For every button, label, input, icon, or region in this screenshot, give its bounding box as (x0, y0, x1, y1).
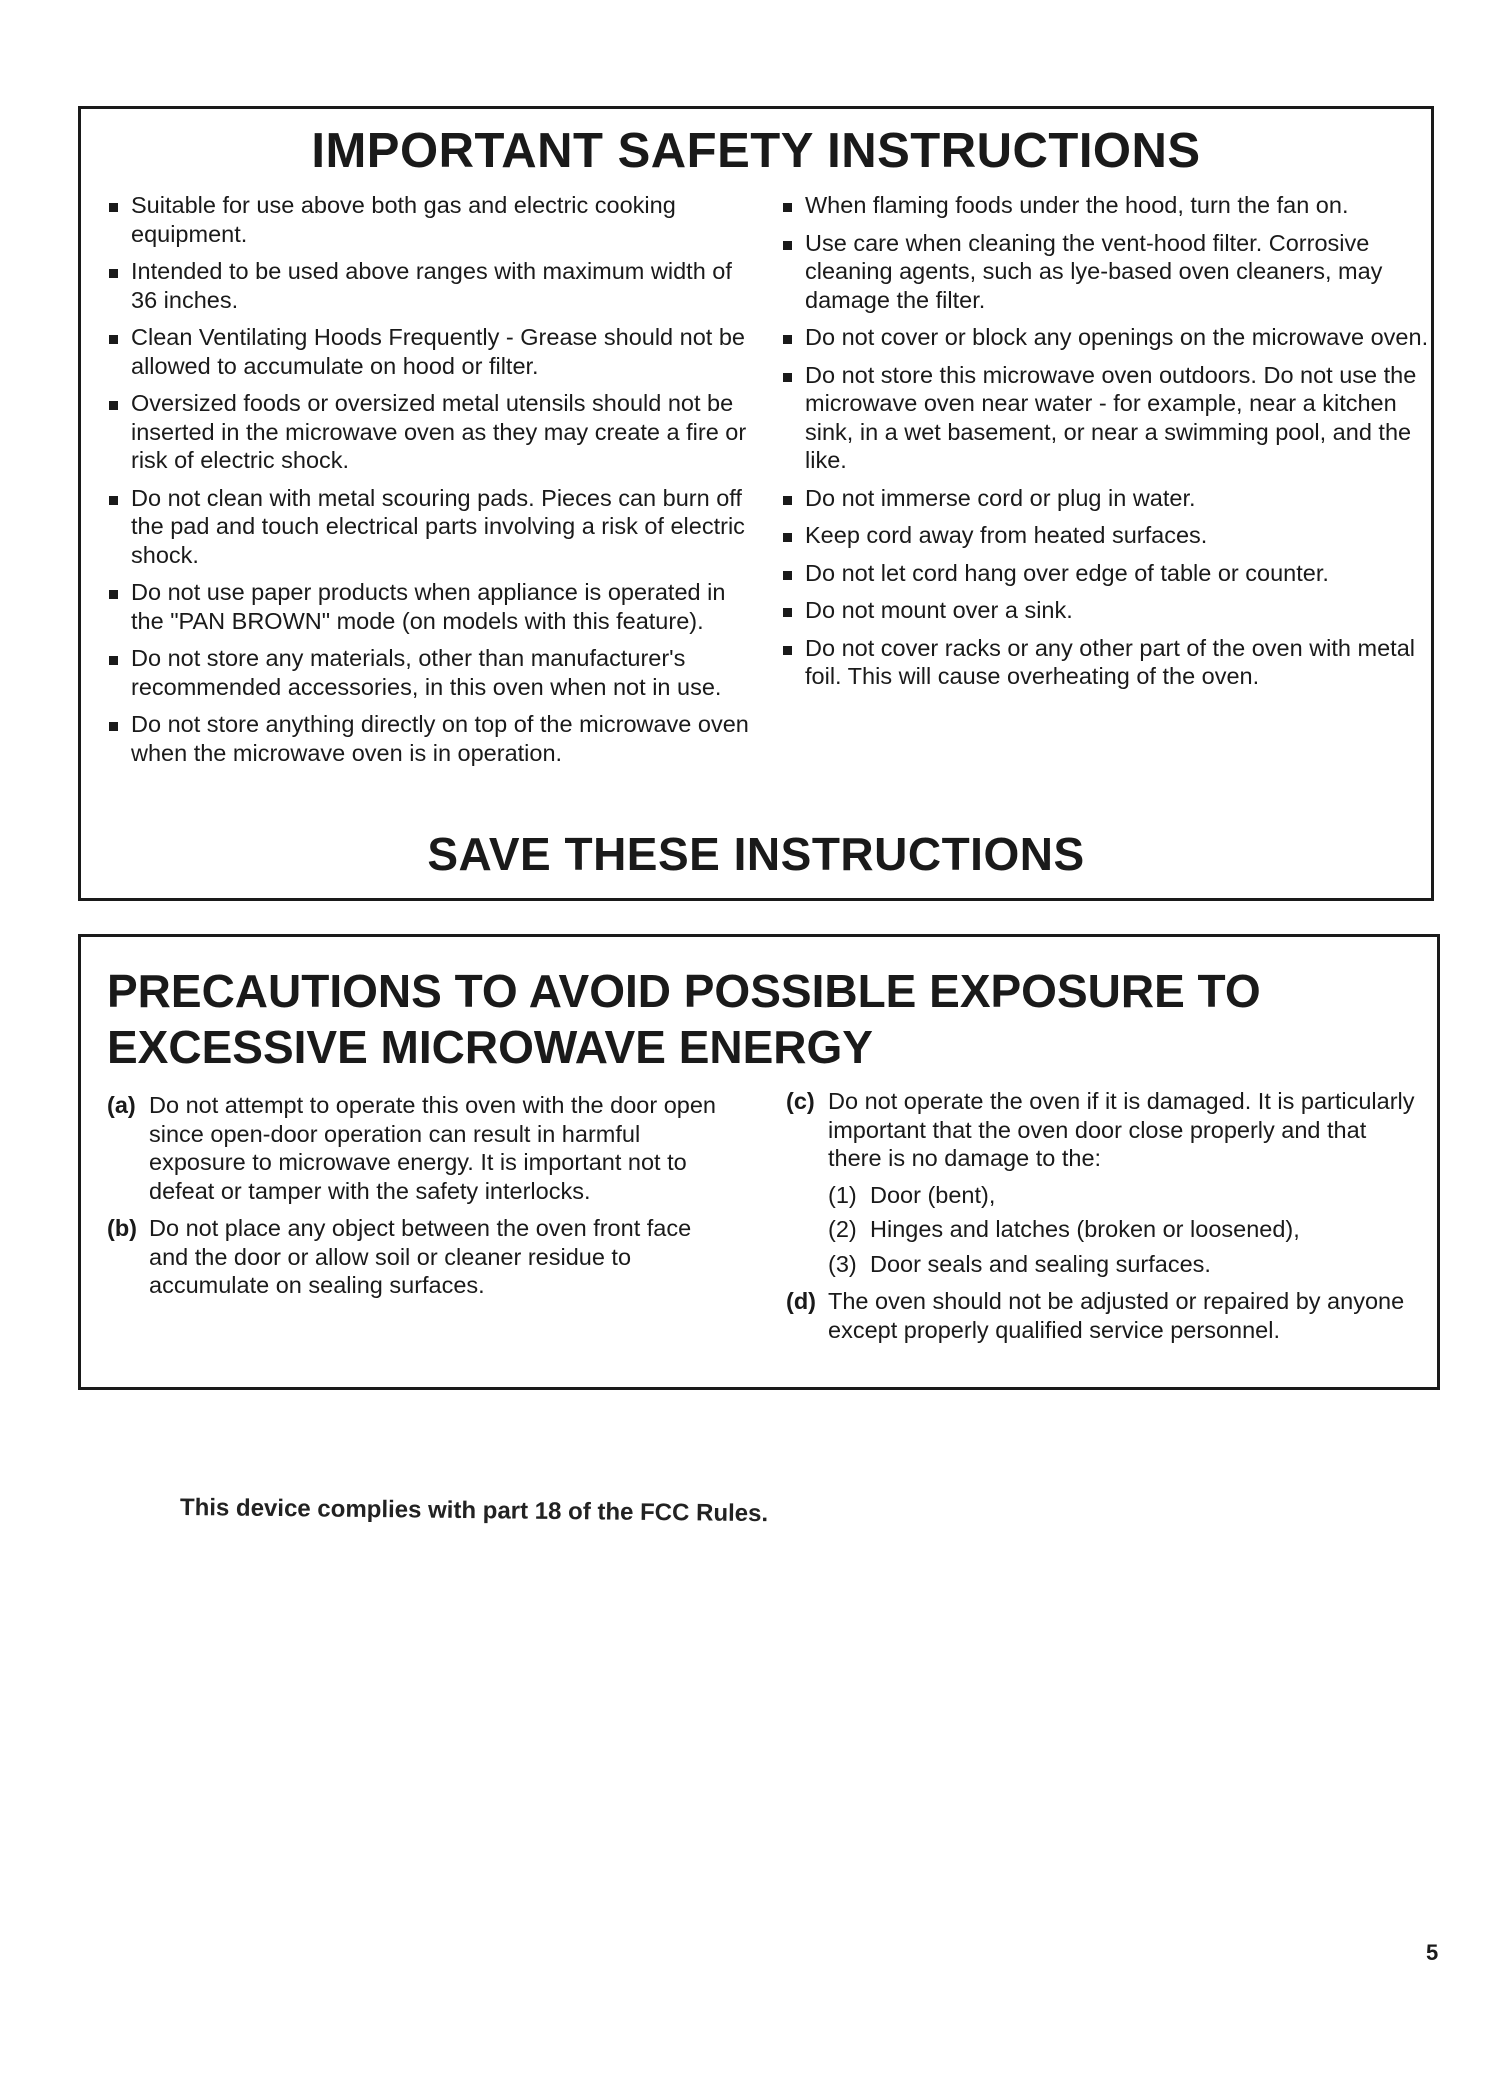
safety-left-column (107, 191, 759, 776)
safety-item: Intended to be used above ranges with maximum width of 36 inches. (107, 257, 759, 314)
precautions-title-line1: PRECAUTIONS TO AVOID POSSIBLE EXPOSURE TO (107, 965, 1261, 1017)
safety-item: When flaming foods under the hood, turn the fan on. (781, 191, 1431, 220)
precaution-item-c (786, 1087, 1426, 1278)
safety-item: Use care when cleaning the vent-hood filter. Corrosive cleaning agents, such as lye-based oven cleaners, may damage the filter. (781, 229, 1431, 315)
safety-instructions-box (78, 106, 1434, 901)
safety-item: Do not store anything directly on top of the microwave oven when the microwave oven is in operation. (107, 710, 759, 767)
damage-subitem (828, 1250, 1426, 1279)
precaution-text: Do not attempt to operate this oven with the door open since open-door operation can result in harmful exposure to microwave energy. It is important not to defeat or tamper with the safety interlocks. (149, 1092, 716, 1204)
precaution-item-b (107, 1214, 727, 1300)
precautions-right-column (786, 1087, 1426, 1353)
subitem-text: Door (bent), (870, 1181, 996, 1208)
subitem-number: (2) (828, 1216, 857, 1242)
safety-right-column (781, 191, 1431, 700)
precautions-box (78, 934, 1440, 1390)
fcc-compliance-note: This device complies with part 18 of the FCC Rules. (179, 1494, 769, 1528)
precaution-item-a (107, 1091, 727, 1205)
safety-item: Do not mount over a sink. (781, 596, 1431, 625)
safety-item: Keep cord away from heated surfaces. (781, 521, 1431, 550)
safety-item: Do not use paper products when appliance is operated in the "PAN BROWN" mode (on models with this feature). (107, 578, 759, 635)
precaution-marker: (b) (107, 1215, 138, 1241)
safety-item: Clean Ventilating Hoods Frequently - Grease should not be allowed to accumulate on hood or filter. (107, 323, 759, 380)
safety-item: Do not let cord hang over edge of table or counter. (781, 559, 1431, 588)
precaution-text: Do not place any object between the oven front face and the door or allow soil or cleaner residue to accumulate on sealing surfaces. (149, 1215, 692, 1298)
safety-item: Do not cover racks or any other part of the oven with metal foil. This will cause overheating of the oven. (781, 634, 1431, 691)
precaution-text: The oven should not be adjusted or repaired by anyone except properly qualified service personnel. (828, 1288, 1405, 1343)
safety-item: Do not cover or block any openings on the microwave oven. (781, 323, 1431, 352)
safety-item: Do not immerse cord or plug in water. (781, 484, 1431, 513)
subitem-number: (3) (828, 1250, 857, 1277)
damage-subitem (828, 1181, 1426, 1210)
subitem-text: Door seals and sealing surfaces. (870, 1250, 1211, 1277)
precaution-item-d (786, 1287, 1426, 1344)
page-number: 5 (1426, 1940, 1439, 1965)
precaution-text: Do not operate the oven if it is damaged. It is particularly important that the oven door close properly and that there is no damage to the: (828, 1088, 1415, 1171)
subitem-number: (1) (828, 1181, 857, 1208)
safety-item: Do not store this microwave oven outdoors. Do not use the microwave oven near water - for example, near a kitchen sink, in a wet basement, or near a swimming pool, and the like. (781, 361, 1431, 475)
precautions-left-column (107, 1091, 727, 1309)
precaution-marker: (a) (107, 1092, 136, 1118)
precaution-marker: (d) (786, 1288, 817, 1314)
safety-item: Do not store any materials, other than manufacturer's recommended accessories, in this oven when not in use. (107, 644, 759, 701)
safety-item: Suitable for use above both gas and electric cooking equipment. (107, 191, 759, 248)
safety-item: Do not clean with metal scouring pads. Pieces can burn off the pad and touch electrical parts involving a risk of electric shock. (107, 484, 759, 570)
precautions-title (107, 963, 1407, 1075)
subitem-text: Hinges and latches (broken or loosened), (870, 1216, 1300, 1242)
damage-subitem (828, 1215, 1426, 1244)
precaution-marker: (c) (786, 1088, 815, 1114)
save-instructions-title: SAVE THESE INSTRUCTIONS (427, 828, 1085, 880)
safety-title: IMPORTANT SAFETY INSTRUCTIONS (311, 124, 1201, 178)
precautions-title-line2: EXCESSIVE MICROWAVE ENERGY (107, 1021, 873, 1073)
damage-sublist (828, 1181, 1426, 1279)
safety-item: Oversized foods or oversized metal utensils should not be inserted in the microwave oven as they may create a fire or risk of electric shock. (107, 389, 759, 475)
